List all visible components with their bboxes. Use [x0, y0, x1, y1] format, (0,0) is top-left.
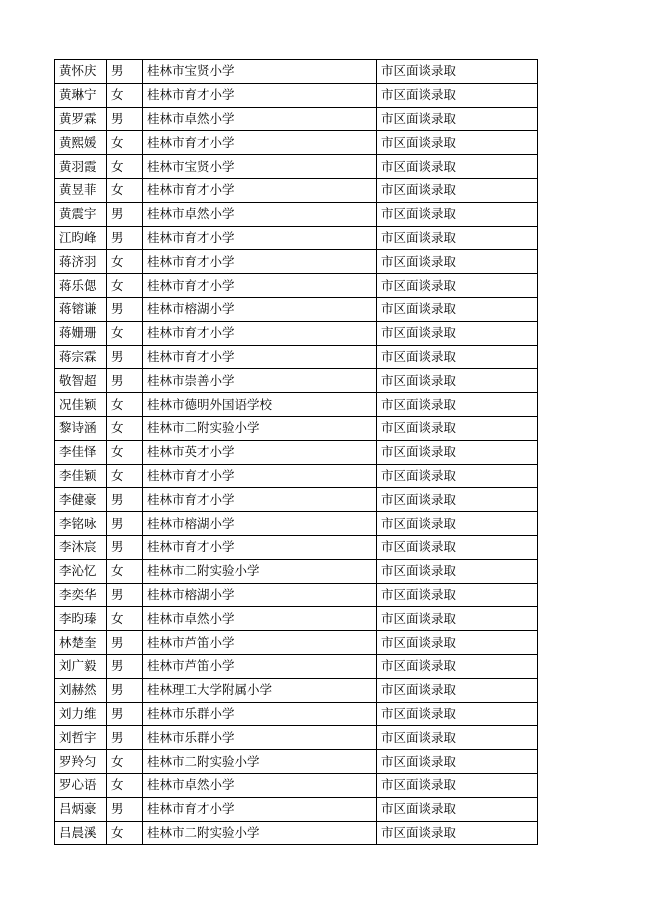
school-cell: 桂林市榕湖小学: [143, 583, 377, 607]
admission-result-cell: 市区面谈录取: [377, 274, 538, 298]
gender-cell: 女: [107, 131, 143, 155]
admission-result-cell: 市区面谈录取: [377, 726, 538, 750]
gender-cell: 男: [107, 726, 143, 750]
school-cell: 桂林市育才小学: [143, 250, 377, 274]
student-name-cell: 吕炳豪: [55, 797, 107, 821]
gender-cell: 女: [107, 464, 143, 488]
student-name-cell: 李佳怿: [55, 440, 107, 464]
gender-cell: 男: [107, 107, 143, 131]
table-row: [55, 345, 538, 369]
table-row: [55, 678, 538, 702]
school-cell: 桂林市榕湖小学: [143, 297, 377, 321]
admission-result-cell: 市区面谈录取: [377, 155, 538, 179]
school-cell: 桂林市宝贤小学: [143, 155, 377, 179]
table-row: [55, 274, 538, 298]
admission-result-cell: 市区面谈录取: [377, 512, 538, 536]
gender-cell: 女: [107, 559, 143, 583]
school-cell: 桂林市英才小学: [143, 440, 377, 464]
student-name-cell: 蒋乐偲: [55, 274, 107, 298]
school-cell: 桂林市育才小学: [143, 83, 377, 107]
admission-result-cell: 市区面谈录取: [377, 60, 538, 84]
school-cell: 桂林市崇善小学: [143, 369, 377, 393]
student-name-cell: 黄怀庆: [55, 60, 107, 84]
school-cell: 桂林市二附实验小学: [143, 416, 377, 440]
table-row: [55, 488, 538, 512]
table-row: [55, 607, 538, 631]
admission-result-cell: 市区面谈录取: [377, 797, 538, 821]
admission-result-cell: 市区面谈录取: [377, 464, 538, 488]
table-row: [55, 750, 538, 774]
gender-cell: 男: [107, 345, 143, 369]
admission-result-cell: 市区面谈录取: [377, 393, 538, 417]
admission-result-cell: 市区面谈录取: [377, 750, 538, 774]
admission-result-cell: 市区面谈录取: [377, 631, 538, 655]
school-cell: 桂林市卓然小学: [143, 202, 377, 226]
table-row: [55, 440, 538, 464]
school-cell: 桂林市乐群小学: [143, 726, 377, 750]
gender-cell: 男: [107, 654, 143, 678]
school-cell: 桂林市二附实验小学: [143, 559, 377, 583]
gender-cell: 女: [107, 821, 143, 845]
school-cell: 桂林市育才小学: [143, 797, 377, 821]
gender-cell: 男: [107, 226, 143, 250]
school-cell: 桂林市育才小学: [143, 345, 377, 369]
table-row: [55, 464, 538, 488]
school-cell: 桂林理工大学附属小学: [143, 678, 377, 702]
gender-cell: 男: [107, 512, 143, 536]
school-cell: 桂林市育才小学: [143, 178, 377, 202]
school-cell: 桂林市卓然小学: [143, 607, 377, 631]
school-cell: 桂林市育才小学: [143, 226, 377, 250]
student-name-cell: 黄熙媛: [55, 131, 107, 155]
student-name-cell: 蒋济羽: [55, 250, 107, 274]
admission-result-cell: 市区面谈录取: [377, 321, 538, 345]
gender-cell: 男: [107, 369, 143, 393]
table-row: [55, 155, 538, 179]
student-name-cell: 罗心语: [55, 773, 107, 797]
table-row: [55, 393, 538, 417]
table-row: [55, 202, 538, 226]
gender-cell: 女: [107, 440, 143, 464]
school-cell: 桂林市卓然小学: [143, 773, 377, 797]
student-name-cell: 李沐宸: [55, 535, 107, 559]
school-cell: 桂林市二附实验小学: [143, 821, 377, 845]
table-row: [55, 512, 538, 536]
student-name-cell: 李昀瑧: [55, 607, 107, 631]
gender-cell: 男: [107, 583, 143, 607]
gender-cell: 女: [107, 750, 143, 774]
school-cell: 桂林市德明外国语学校: [143, 393, 377, 417]
student-name-cell: 林楚奎: [55, 631, 107, 655]
student-name-cell: 刘哲宇: [55, 726, 107, 750]
school-cell: 桂林市育才小学: [143, 321, 377, 345]
student-name-cell: 黄琳宁: [55, 83, 107, 107]
school-cell: 桂林市宝贤小学: [143, 60, 377, 84]
admission-result-cell: 市区面谈录取: [377, 369, 538, 393]
gender-cell: 女: [107, 773, 143, 797]
student-name-cell: 蒋镕谦: [55, 297, 107, 321]
admission-result-cell: 市区面谈录取: [377, 83, 538, 107]
table-row: [55, 773, 538, 797]
school-cell: 桂林市育才小学: [143, 274, 377, 298]
student-name-cell: 李奕华: [55, 583, 107, 607]
admission-result-cell: 市区面谈录取: [377, 226, 538, 250]
admission-result-cell: 市区面谈录取: [377, 440, 538, 464]
student-name-cell: 黄羽霞: [55, 155, 107, 179]
student-name-cell: 李沁忆: [55, 559, 107, 583]
table-row: [55, 416, 538, 440]
student-name-cell: 罗羚匀: [55, 750, 107, 774]
student-name-cell: 刘广毅: [55, 654, 107, 678]
gender-cell: 女: [107, 416, 143, 440]
gender-cell: 男: [107, 678, 143, 702]
gender-cell: 男: [107, 202, 143, 226]
table-row: [55, 535, 538, 559]
school-cell: 桂林市榕湖小学: [143, 512, 377, 536]
admission-result-cell: 市区面谈录取: [377, 773, 538, 797]
school-cell: 桂林市育才小学: [143, 464, 377, 488]
student-name-cell: 黎诗涵: [55, 416, 107, 440]
gender-cell: 男: [107, 488, 143, 512]
table-row: [55, 654, 538, 678]
admission-result-cell: 市区面谈录取: [377, 583, 538, 607]
gender-cell: 女: [107, 250, 143, 274]
table-row: [55, 321, 538, 345]
admission-result-cell: 市区面谈录取: [377, 559, 538, 583]
gender-cell: 女: [107, 274, 143, 298]
admission-result-cell: 市区面谈录取: [377, 702, 538, 726]
gender-cell: 女: [107, 83, 143, 107]
student-name-cell: 刘力维: [55, 702, 107, 726]
roster-body: [55, 60, 538, 845]
student-name-cell: 李铭咏: [55, 512, 107, 536]
student-name-cell: 刘赫然: [55, 678, 107, 702]
student-name-cell: 吕晨溪: [55, 821, 107, 845]
table-row: [55, 178, 538, 202]
admission-result-cell: 市区面谈录取: [377, 678, 538, 702]
admission-result-cell: 市区面谈录取: [377, 821, 538, 845]
admission-result-cell: 市区面谈录取: [377, 345, 538, 369]
admission-result-cell: 市区面谈录取: [377, 607, 538, 631]
table-row: [55, 83, 538, 107]
table-row: [55, 131, 538, 155]
gender-cell: 男: [107, 297, 143, 321]
gender-cell: 女: [107, 607, 143, 631]
admission-result-cell: 市区面谈录取: [377, 131, 538, 155]
admission-result-cell: 市区面谈录取: [377, 416, 538, 440]
student-name-cell: 黄昱菲: [55, 178, 107, 202]
gender-cell: 女: [107, 178, 143, 202]
gender-cell: 男: [107, 535, 143, 559]
admission-result-cell: 市区面谈录取: [377, 535, 538, 559]
admission-result-cell: 市区面谈录取: [377, 654, 538, 678]
table-row: [55, 726, 538, 750]
school-cell: 桂林市育才小学: [143, 535, 377, 559]
school-cell: 桂林市芦笛小学: [143, 654, 377, 678]
gender-cell: 男: [107, 797, 143, 821]
table-row: [55, 797, 538, 821]
admission-result-cell: 市区面谈录取: [377, 178, 538, 202]
student-name-cell: 黄震宇: [55, 202, 107, 226]
admission-result-cell: 市区面谈录取: [377, 202, 538, 226]
student-name-cell: 况佳颖: [55, 393, 107, 417]
table-row: [55, 702, 538, 726]
table-row: [55, 583, 538, 607]
table-row: [55, 369, 538, 393]
table-row: [55, 559, 538, 583]
student-name-cell: 蒋宗霖: [55, 345, 107, 369]
admission-result-cell: 市区面谈录取: [377, 488, 538, 512]
school-cell: 桂林市育才小学: [143, 488, 377, 512]
student-name-cell: 蒋姗珊: [55, 321, 107, 345]
gender-cell: 男: [107, 702, 143, 726]
admission-roster-table: [54, 59, 538, 845]
student-name-cell: 敬智超: [55, 369, 107, 393]
table-row: [55, 226, 538, 250]
school-cell: 桂林市卓然小学: [143, 107, 377, 131]
school-cell: 桂林市育才小学: [143, 131, 377, 155]
student-name-cell: 黄罗霖: [55, 107, 107, 131]
admission-result-cell: 市区面谈录取: [377, 107, 538, 131]
table-row: [55, 250, 538, 274]
gender-cell: 男: [107, 60, 143, 84]
school-cell: 桂林市二附实验小学: [143, 750, 377, 774]
school-cell: 桂林市乐群小学: [143, 702, 377, 726]
admission-result-cell: 市区面谈录取: [377, 250, 538, 274]
student-name-cell: 江昀峰: [55, 226, 107, 250]
table-row: [55, 107, 538, 131]
gender-cell: 男: [107, 631, 143, 655]
table-row: [55, 60, 538, 84]
table-row: [55, 631, 538, 655]
gender-cell: 女: [107, 155, 143, 179]
student-name-cell: 李佳颖: [55, 464, 107, 488]
table-row: [55, 297, 538, 321]
gender-cell: 女: [107, 393, 143, 417]
gender-cell: 女: [107, 321, 143, 345]
admission-result-cell: 市区面谈录取: [377, 297, 538, 321]
student-name-cell: 李健豪: [55, 488, 107, 512]
table-row: [55, 821, 538, 845]
school-cell: 桂林市芦笛小学: [143, 631, 377, 655]
